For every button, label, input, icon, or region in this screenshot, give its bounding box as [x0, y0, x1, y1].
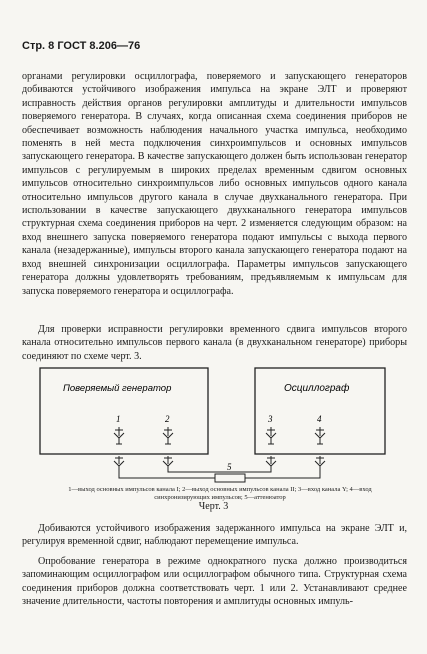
cable-end-2-icon	[163, 456, 173, 466]
label-1: 1	[116, 414, 121, 424]
connector-1-icon	[114, 427, 124, 444]
attenuator-box	[215, 474, 245, 482]
connector-2-icon	[163, 427, 173, 444]
label-5: 5	[227, 462, 232, 472]
oscilloscope-title: Осциллограф	[284, 383, 350, 394]
cable-end-1-icon	[114, 456, 124, 466]
cable-end-3-icon	[266, 456, 276, 466]
figure-label: Черт. 3	[198, 501, 229, 512]
paragraph-3	[22, 522, 407, 608]
cable-end-4-icon	[315, 456, 325, 466]
connector-3-icon	[266, 427, 276, 444]
label-2: 2	[165, 414, 170, 424]
page-header: Стр. 8 ГОСТ 8.206—76	[22, 40, 141, 52]
label-3: 3	[268, 414, 273, 424]
figure-caption: 1—выход основных импульсов канала I; 2—выход основных импульсов канала II; 3—вход канала Y; 4—вход синхронизирующих импульсов; 5—аттенюатор	[68, 486, 372, 501]
paragraph-text: Для проверки исправности регулировки временного сдвига импульсов второго канала относительно импульсов первого канала (в двухканальном генераторе) приборы соединяют по схеме черт. 3.	[22, 324, 407, 362]
generator-box	[40, 368, 208, 454]
generator-title: Поверяемый генератор	[63, 383, 172, 394]
connector-4-icon	[315, 427, 325, 444]
paragraph-2	[22, 323, 407, 363]
label-4: 4	[317, 414, 322, 424]
paragraph-text: Опробование генератора в режиме однократного пуска должно производиться запоминающим осциллографом или осциллографом обычного типа. Структурная схема соединения приборов должна соответствовать черт. 1 или 2. Устанавливают среднее значение длительности, частоты повторения и амплитуды основных импуль-	[22, 555, 407, 608]
paragraph-text: Добиваются устойчивого изображения задержанного импульса на экране ЭЛТ и, регулируя временной сдвиг, наблюдают перемещение импульса.	[22, 523, 407, 548]
wire-2-to-3	[168, 466, 271, 472]
paragraph-text: органами регулировки осциллографа, поверяемого и запускающего генераторов добиваются устойчивого изображения импульса на экране ЭЛТ и проверяют исправность действия органов регулировки амплитуды и длительности импульсов поверяемого генератора. В случаях, когда описанная схема соединения приборов не обеспечивает возможность наблюдения начального участка импульса, необходимо поменять в ней места подключения синхроимпульсов и основных импульсов запускающего генератора. В качестве запускающего должен быть использован генератор импульсов с регулируемым в широких пределах временным сдвигом основных импульсов относительно синхроимпульсов либо основных импульсов одного канала относительно импульсов другого канала в случае двухканального генератора. При использовании в качестве запускающего двухканального генератора импульсов структурная схема соединения приборов на черт. 2 изменяется следующим образом: на вход внешнего запуска поверяемого генератора подают импульсы с выхода первого канала (незадержанные), импульсы второго канала запускающего генератора подают на вход внешней синхронизации осциллографа. Параметры импульсов запускающего генератора должны удовлетворять требованиям, предъявляемым к импульсам для запуска поверяемого генератора и осциллографа.	[22, 71, 407, 297]
